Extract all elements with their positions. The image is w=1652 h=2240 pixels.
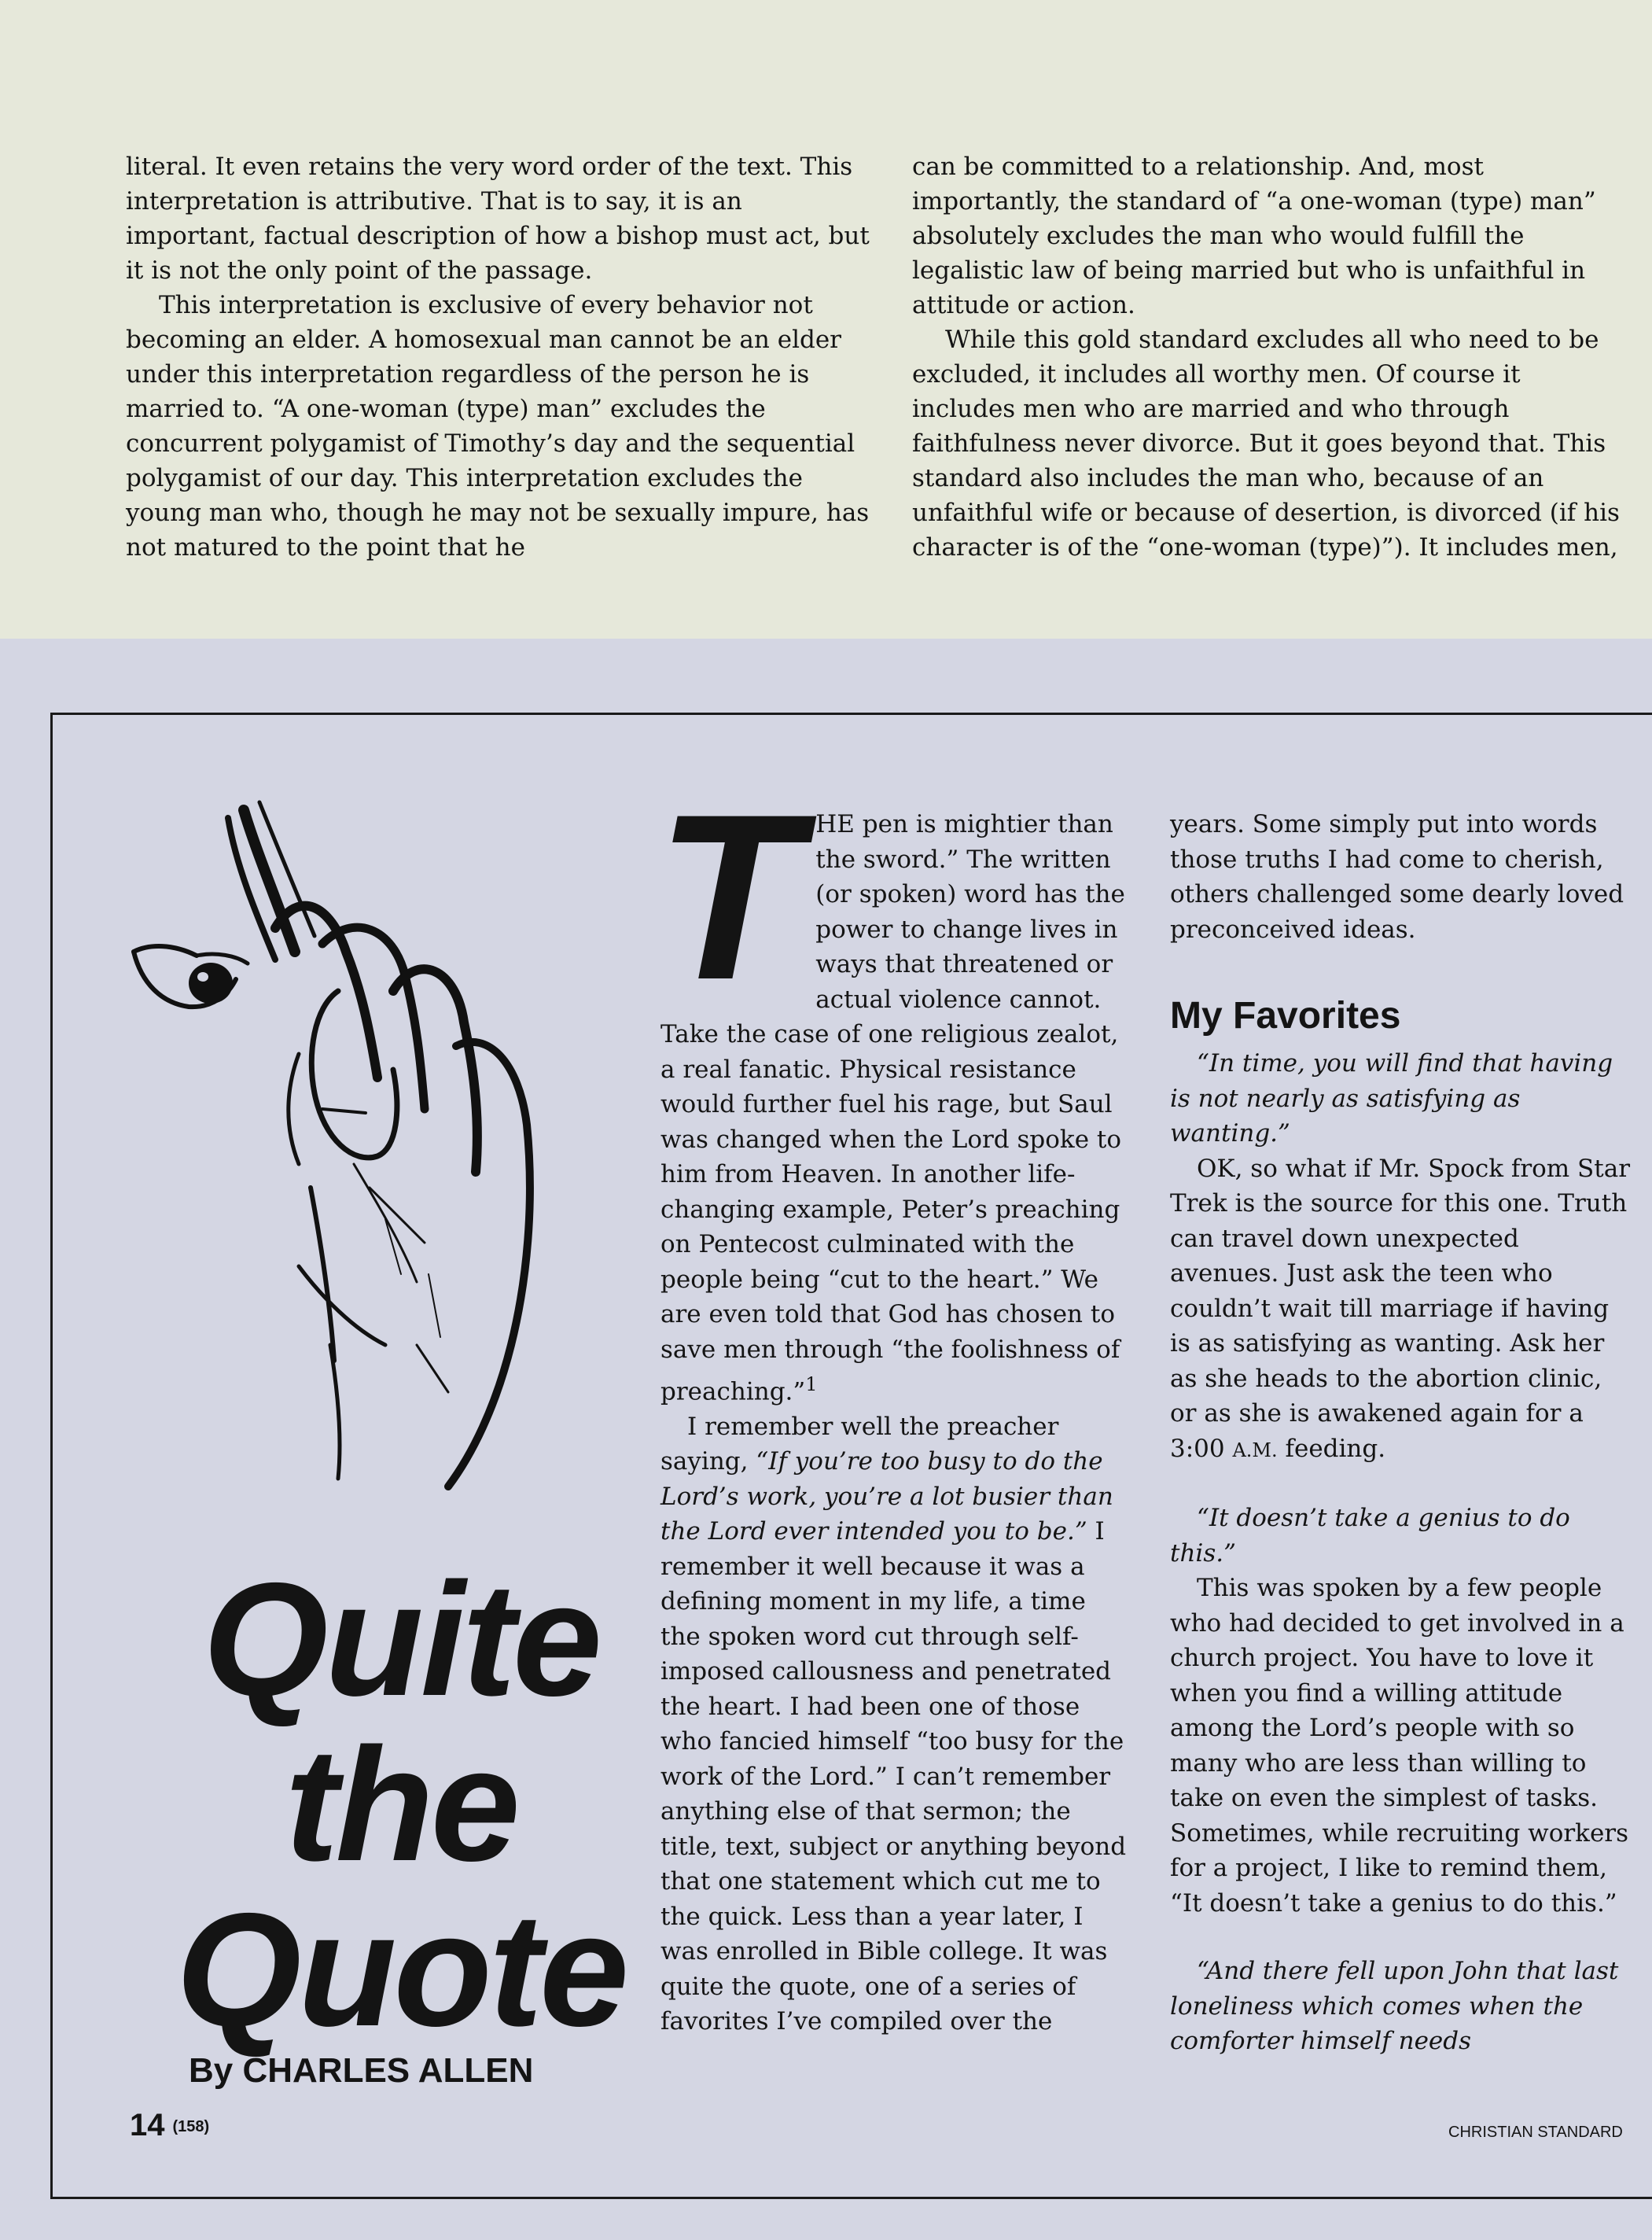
quote-text: “In time, you will find that having is not nearly as satisfying as wanting.” bbox=[1170, 1049, 1613, 1148]
top-article-left-column bbox=[126, 149, 873, 565]
quote bbox=[1170, 1954, 1634, 2059]
paragraph: literal. It even retains the very word order of the text. This interpretation is attributive. That is to say, it is an important, factual description of how a bishop must act, but it is not the only point of the passage. bbox=[126, 153, 870, 285]
quote-text: “If you’re too busy to do the Lord’s work, you’re a lot busier than the Lord ever intended you to be.” bbox=[660, 1447, 1113, 1546]
paragraph: While this gold standard excludes all who need to be excluded, it includes all worthy men. Of course it includes men who are married and who through faithfulness never divorce. But it goes beyond that. This standard also includes the man who, because of an unfaithful wife or because of desertion, is divorced (if his character is of the “one-woman (type)”). It includes men, bbox=[912, 326, 1620, 562]
quote bbox=[1170, 1046, 1634, 1151]
feature-right-column bbox=[1170, 807, 1634, 2059]
byline: By CHARLES ALLEN bbox=[189, 2051, 534, 2090]
paragraph-text: OK, so what if Mr. Spock from Star Trek is the source for this one. Truth can travel down unexpected avenues. Just ask the teen who couldn’t wait till marriage if having is as satisfying as wanting. Ask her as she heads to the abortion clinic, or as she is awakened again for a 3:00 bbox=[1170, 1154, 1631, 1463]
page-number-secondary: (158) bbox=[172, 2117, 210, 2135]
section-heading: My Favorites bbox=[1170, 995, 1401, 1037]
paragraph: years. Some simply put into words those truths I had come to cherish, others challenged some dearly loved preconceived ideas. bbox=[1170, 810, 1624, 944]
footnote-marker: 1 bbox=[805, 1373, 818, 1395]
drop-cap: T bbox=[656, 764, 800, 1029]
title-line: Quite bbox=[203, 1549, 599, 1730]
title-line: Quote bbox=[175, 1880, 627, 2060]
raised-hand-illustration bbox=[118, 794, 629, 1518]
top-article-right-column bbox=[912, 149, 1620, 565]
paragraph-text: HE pen is mightier than the sword.” The written (or spoken) word has the power to change lives in ways that threatened or actual violence cannot. Take the case of one religious zealot, a real fanatic. Physical resistance would further fuel his rage, but Saul was changed when the Lord spoke to him from Heaven. In another life-changing example, Peter’s preaching on Pentecost culminated with the people being “cut to the heart.” We are even told that God has chosen to save men through “the foolishness of preaching.” bbox=[660, 810, 1125, 1406]
quote-text: “It doesn’t take a genius to do this.” bbox=[1170, 1504, 1570, 1568]
paragraph bbox=[656, 764, 1132, 1409]
paragraph-text: feeding. bbox=[1277, 1434, 1386, 1463]
paragraph bbox=[660, 1409, 1132, 2039]
quote-text: “And there fell upon John that last loneliness which comes when the comforter himself needs bbox=[1170, 1957, 1619, 2055]
title-line: the bbox=[285, 1715, 517, 1895]
feature-title bbox=[157, 1549, 645, 2060]
paragraph-text: I remember well the preacher saying, bbox=[660, 1412, 1059, 1476]
publication-name: CHRISTIAN STANDARD bbox=[1448, 2124, 1623, 2141]
paragraph: can be committed to a relationship. And, most importantly, the standard of “a one-woman (type) man” absolutely excludes the man who would fulfill the legalistic law of being married but who is unfaithful in attitude or action. bbox=[912, 153, 1596, 319]
small-caps-text: A.M. bbox=[1232, 1439, 1278, 1461]
page-number bbox=[130, 2108, 209, 2143]
paragraph: This was spoken by a few people who had decided to get involved in a church project. You have to love it when you find a willing attitude among the Lord’s people with so many who are less than willing to take on even the simplest of tasks. Sometimes, while recruiting workers for a project, I like to remind them, “It doesn’t take a genius to do this.” bbox=[1170, 1574, 1629, 1918]
feature-middle-column bbox=[656, 764, 1132, 2039]
quote bbox=[1170, 1501, 1634, 1571]
paragraph-text: I remember it well because it was a defining moment in my life, a time the spoken word cut through self-imposed callousness and penetrated the heart. I had been one of those who fancied himself “too busy for the work of the Lord.” I can’t remember anything else of that sermon; the title, text, subject or anything beyond that one statement which cut me to the quick. Less than a year later, I was enrolled in Bible college. It was quite the quote, one of a series of favorites I’ve compiled over the bbox=[660, 1517, 1127, 2036]
paragraph: This interpretation is exclusive of every behavior not becoming an elder. A homosexual man cannot be an elder under this interpretation regardless of the person he is married to. “A one-woman (type) man” excludes the concurrent polygamist of Timothy’s day and the sequential polygamist of our day. This interpretation excludes the young man who, though he may not be sexually impure, has not matured to the point that he bbox=[126, 291, 870, 562]
page-number-main: 14 bbox=[130, 2108, 165, 2142]
paragraph bbox=[1170, 1151, 1634, 1468]
